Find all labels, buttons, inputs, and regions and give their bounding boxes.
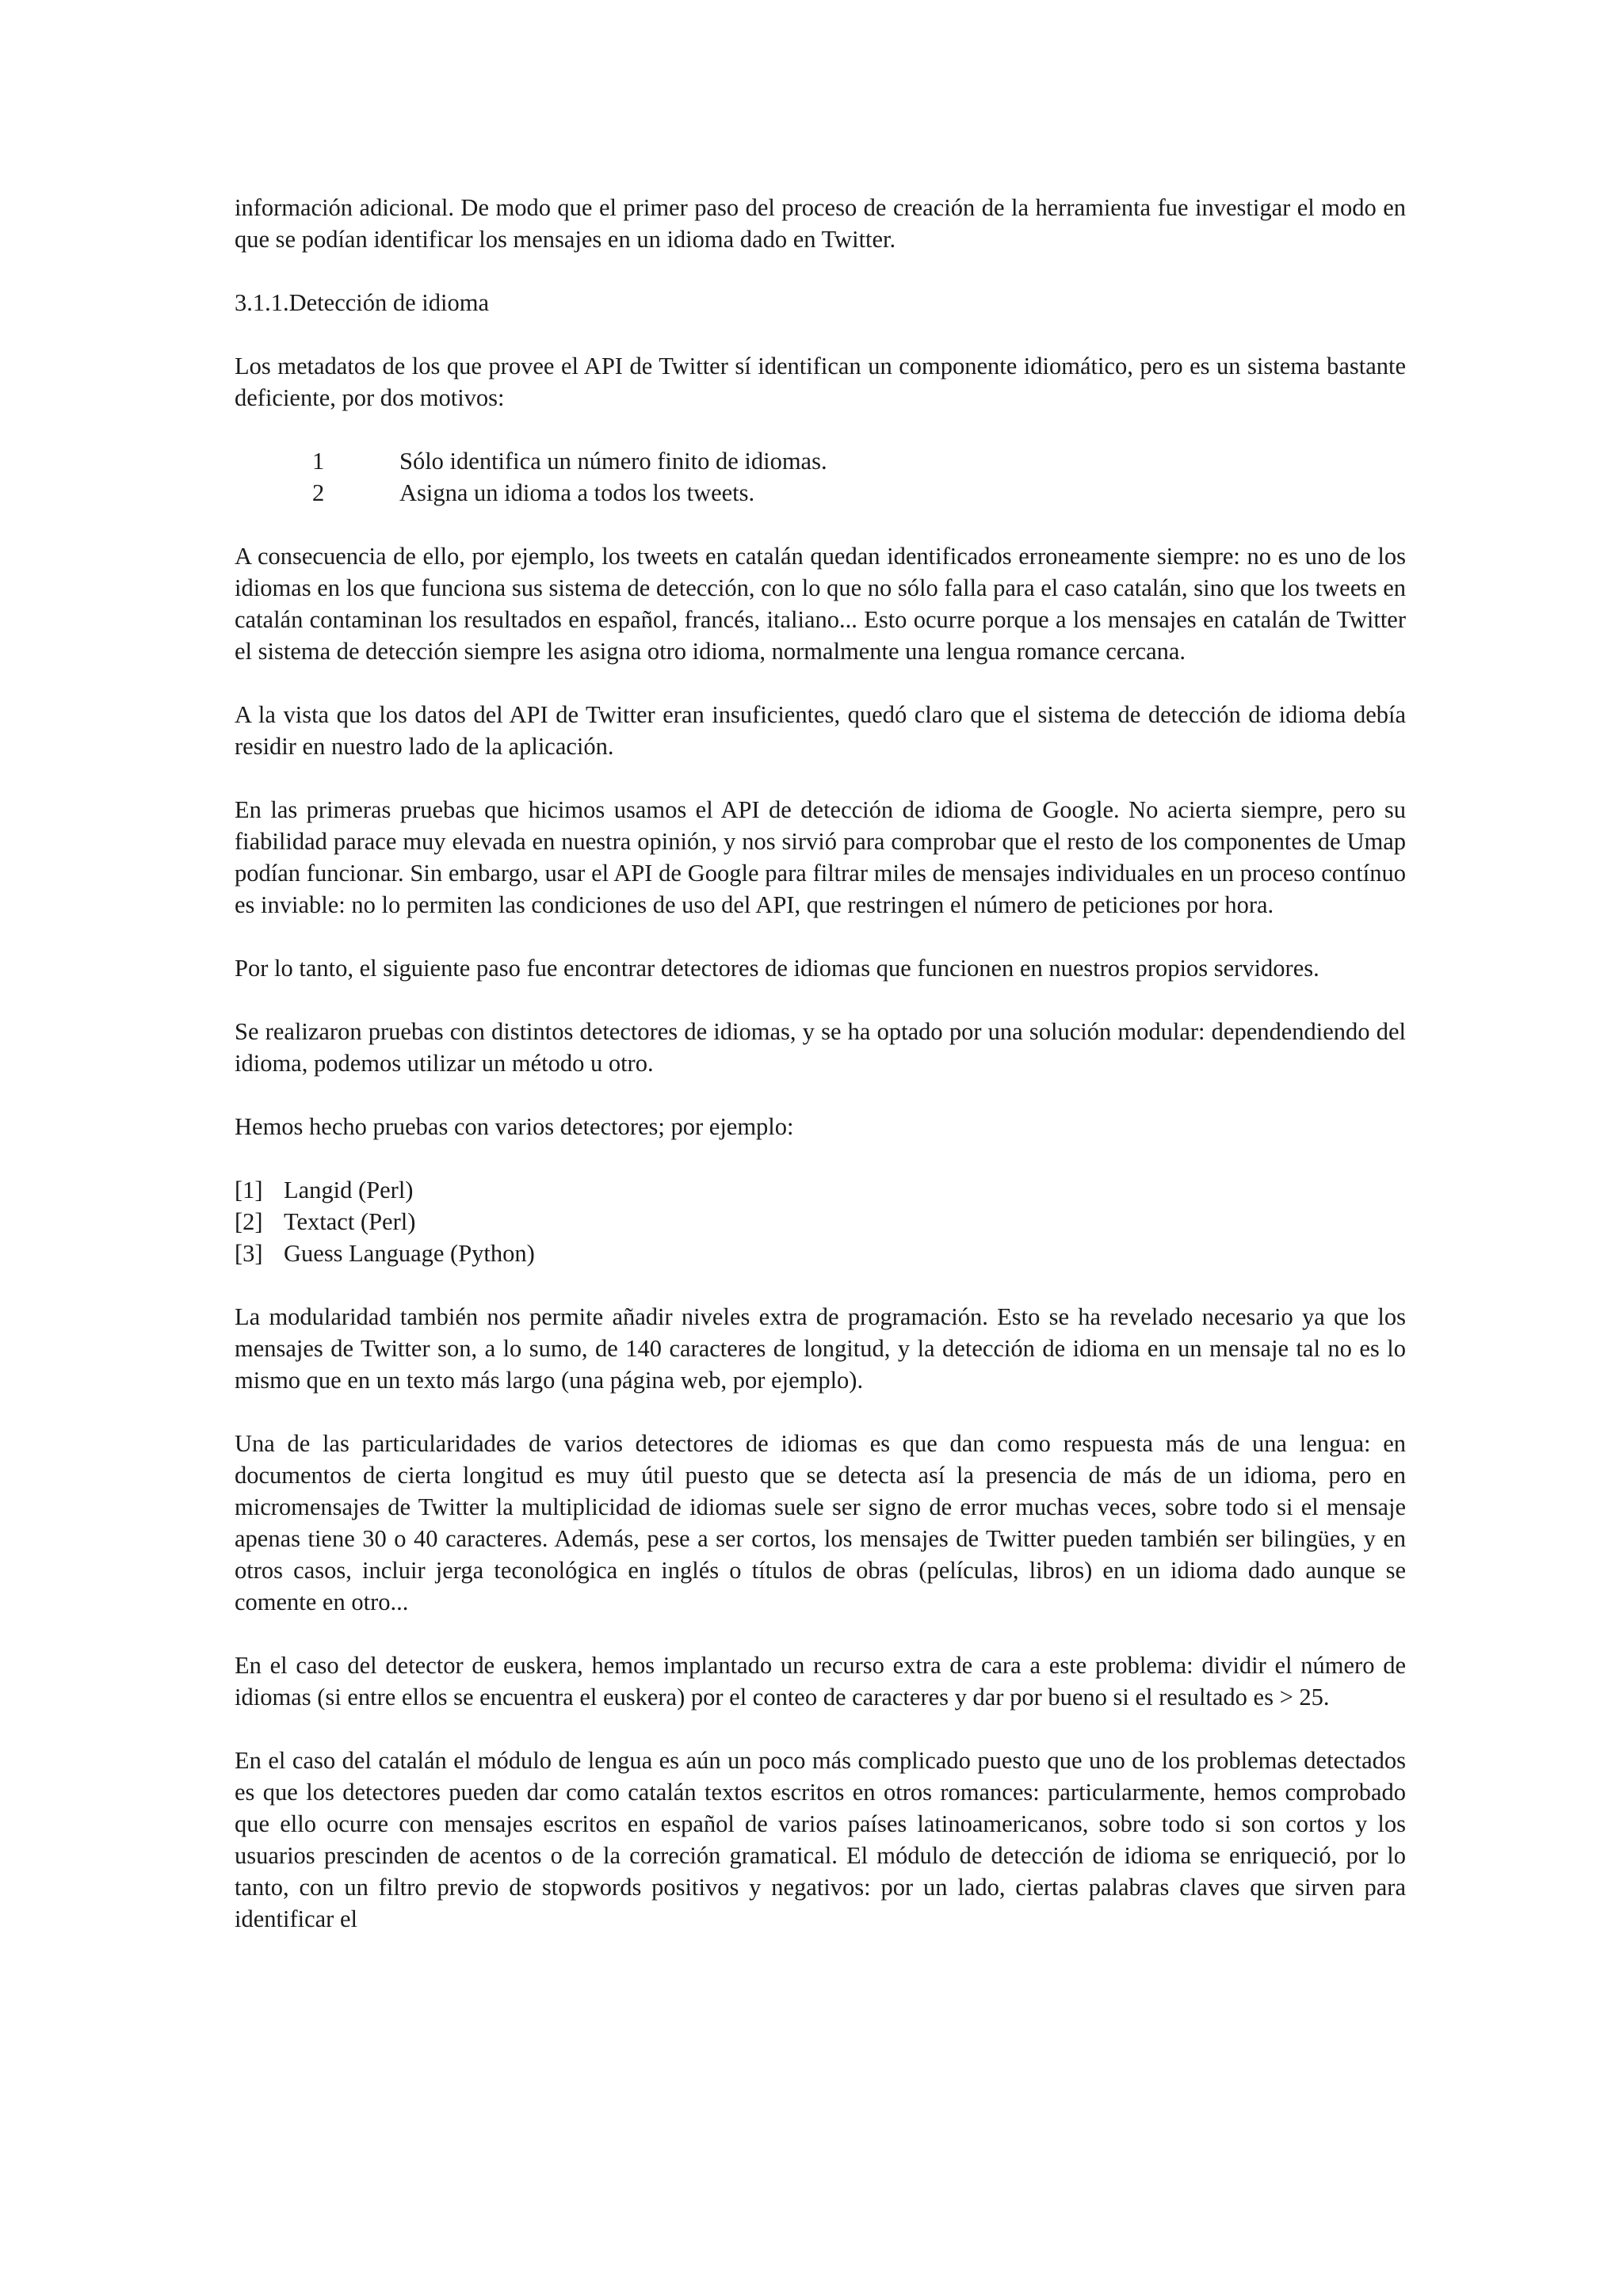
paragraph-catalan-issue: A consecuencia de ello, por ejemplo, los tweets en catalán quedan identificados erroneamente siempre: no es uno de los idiomas en los que funciona sus sistema de detección, con lo que no sólo falla para el caso catalán, sino que los tweets en catalán contaminan los resultados en español, francés, italiano... Esto ocurre porque a los mensajes en catalán de Twitter el sistema de detección siempre les asigna otro idioma, normalmente una lengua romance cercana. — [235, 543, 1406, 665]
list-item — [235, 1174, 1406, 1206]
list-item-text: Sólo identifica un número finito de idiomas. — [399, 448, 827, 475]
list-item-ref: [1] — [235, 1177, 263, 1203]
list-item — [235, 477, 1406, 509]
motives-list — [235, 445, 1406, 509]
paragraph-particularities: Una de las particularidades de varios detectores de idiomas es que dan como respuesta más de una lengua: en documentos de cierta longitud es muy útil puesto que se detecta así la presencia de más de un idioma, pero en micromensajes de Twitter la multiplicidad de idiomas suele ser signo de error muchas veces, sobre todo si el mensaje apenas tiene 30 o 40 caracteres. Además, pese a ser cortos, los mensajes de Twitter pueden también ser bilingües, y en otros casos, incluir jerga teconológica en inglés o títulos de obras (películas, libros) en un idioma dado aunque se comente en otro... — [235, 1430, 1406, 1615]
paragraph-intro: información adicional. De modo que el primer paso del proceso de creación de la herramienta fue investigar el modo en que se podían identificar los mensajes en un idioma dado en Twitter. — [235, 194, 1406, 253]
section-heading: 3.1.1.Detección de idioma — [235, 289, 489, 316]
paragraph-insufficient: A la vista que los datos del API de Twitter eran insuficientes, quedó claro que el sistema de detección de idioma debía residir en nuestro lado de la aplicación. — [235, 701, 1406, 760]
paragraph-catalan-module: En el caso del catalán el módulo de lengua es aún un poco más complicado puesto que uno de los problemas detectados es que los detectores pueden dar como catalán textos escritos en otros romances: particularmente, hemos comprobado que ello ocurre con mensajes escritos en español de varios países latinoamericanos, sobre todo si son cortos y los usuarios prescinden de acentos o de la correción gramatical. El módulo de detección de idioma se enriqueció, por lo tanto, con un filtro previo de stopwords positivos y negativos: por un lado, ciertas palabras claves que sirven para identificar el — [235, 1747, 1406, 1932]
list-item — [235, 445, 1406, 477]
paragraph-next-step: Por lo tanto, el siguiente paso fue encontrar detectores de idiomas que funcionen en nuestros propios servidores. — [235, 955, 1319, 982]
paragraph-euskera: En el caso del detector de euskera, hemos implantado un recurso extra de cara a este problema: dividir el número de idiomas (si entre ellos se encuentra el euskera) por el conteo de caracteres y dar por bueno si el resultado es > 25. — [235, 1652, 1406, 1711]
list-item-ref: [3] — [235, 1240, 263, 1267]
paragraph-modular: Se realizaron pruebas con distintos detectores de idiomas, y se ha optado por una solución modular: dependendiendo del idioma, podemos utilizar un método u otro. — [235, 1018, 1406, 1077]
list-item — [235, 1238, 1406, 1269]
paragraph-modularity: La modularidad también nos permite añadir niveles extra de programación. Esto se ha revelado necesario ya que los mensajes de Twitter son, a lo sumo, de 140 caracteres de longitud, y la detección de idioma en un mensaje tal no es lo mismo que en un texto más largo (una página web, por ejemplo). — [235, 1303, 1406, 1394]
list-item-text: Guess Language (Python) — [284, 1240, 535, 1267]
list-item-ref: [2] — [235, 1208, 263, 1235]
list-item-number: 2 — [312, 479, 325, 506]
detectors-list — [235, 1174, 1406, 1269]
paragraph-metadata: Los metadatos de los que provee el API de Twitter sí identifican un componente idiomático, pero es un sistema bastante deficiente, por dos motivos: — [235, 353, 1406, 411]
list-item-text: Textact (Perl) — [284, 1208, 416, 1235]
paragraph-detectors-intro: Hemos hecho pruebas con varios detectores; por ejemplo: — [235, 1113, 794, 1140]
list-item-text: Langid (Perl) — [284, 1177, 414, 1203]
list-item-text: Asigna un idioma a todos los tweets. — [399, 479, 755, 506]
list-item-number: 1 — [312, 448, 325, 475]
paragraph-google-api: En las primeras pruebas que hicimos usamos el API de detección de idioma de Google. No acierta siempre, pero su fiabilidad parace muy elevada en nuestra opinión, y nos sirvió para comprobar que el resto de los componentes de Umap podían funcionar. Sin embargo, usar el API de Google para filtrar miles de mensajes individuales en un proceso contínuo es inviable: no lo permiten las condiciones de uso del API, que restringen el número de peticiones por hora. — [235, 796, 1406, 918]
document-page — [235, 192, 1406, 1966]
list-item — [235, 1206, 1406, 1238]
